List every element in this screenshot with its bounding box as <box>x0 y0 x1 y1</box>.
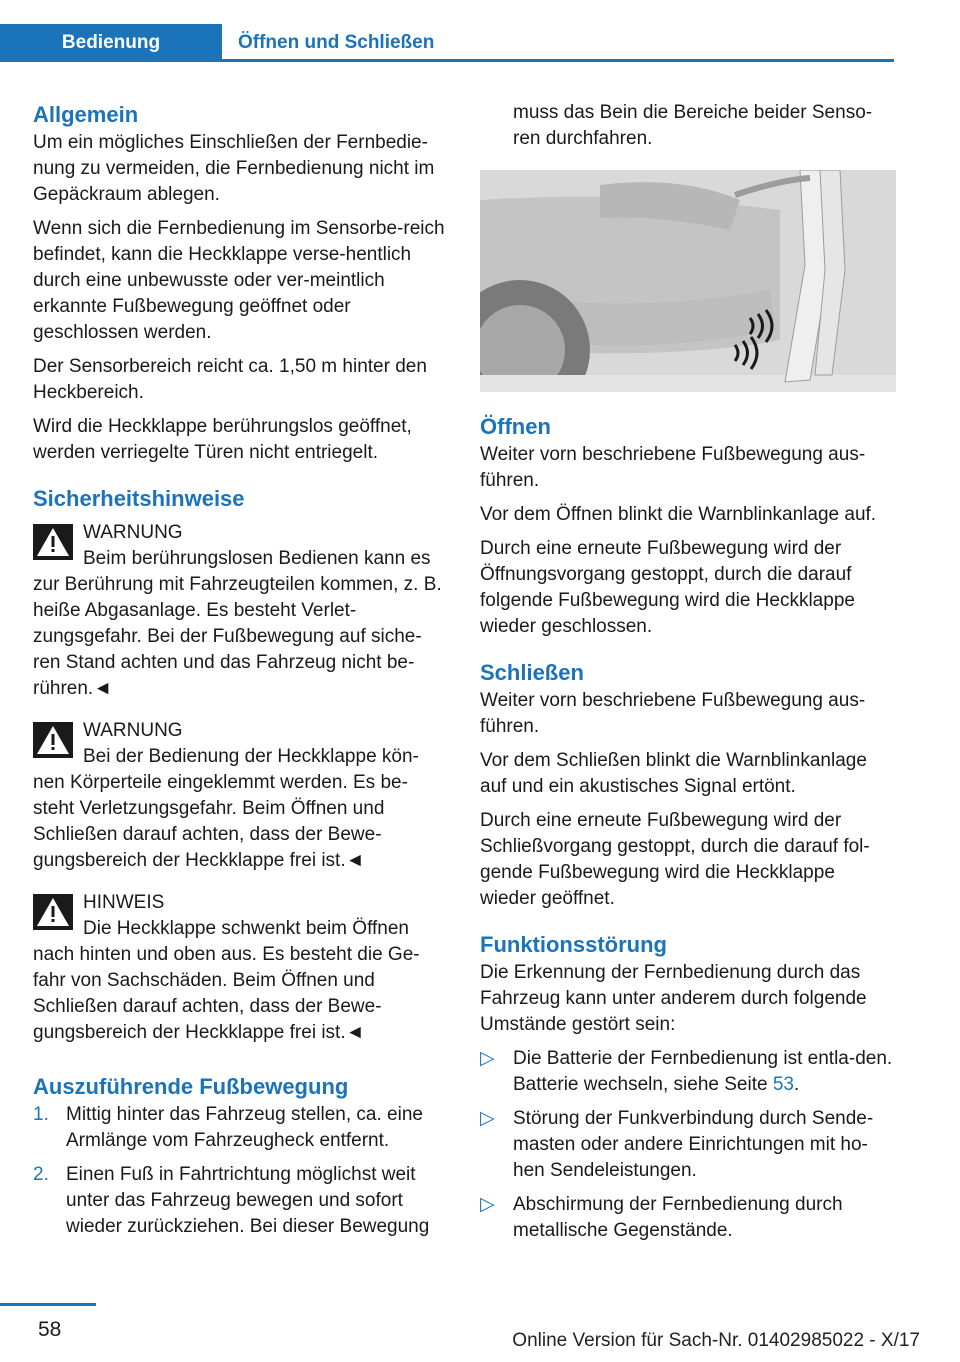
heading-oeffnen: Öffnen <box>480 414 551 439</box>
step-number: 1. <box>33 1104 49 1125</box>
hint-block <box>33 890 449 1046</box>
section-tab: Öffnen und Schließen <box>238 32 435 53</box>
warning-text-start: Bei der Bedienung der Heckklappe kön- <box>83 746 419 767</box>
paragraph: Wenn sich die Fernbedienung im Sensorbe-reich befindet, kann die Heckklappe verse-hentlich durch eine unbewusste oder ver-meintlich erkannte Fußbewegung geöffnet oder geschlossen werden. <box>33 218 445 343</box>
heading-funktionsstoerung: Funktionsstörung <box>480 932 667 957</box>
paragraph: Um ein mögliches Einschließen der Fernbedie-nung zu vermeiden, die Fernbedienung nicht im Gepäckraum ablegen. <box>33 132 435 205</box>
steps-list <box>33 1102 449 1240</box>
warning-text-start: Beim berührungslosen Bedienen kann es <box>83 548 431 569</box>
online-version-note: Online Version für Sach-Nr. 01402985022 - X/17 <box>512 1330 920 1351</box>
warning-label: WARNUNG <box>83 720 183 741</box>
page-reference-link[interactable]: 53 <box>772 1074 794 1095</box>
paragraph: Vor dem Öffnen blinkt die Warnblinkanlage auf. <box>480 504 877 525</box>
chapter-tab: Bedienung <box>0 24 222 62</box>
page-header <box>0 0 894 62</box>
paragraph: Wird die Heckklappe berührungslos geöffnet, werden verriegelte Türen nicht entriegelt. <box>33 416 412 463</box>
paragraph: Die Erkennung der Fernbedienung durch das Fahrzeug kann unter anderem durch folgende Umstände gestört sein: <box>480 962 867 1035</box>
bullet-arrow-icon: ▷ <box>480 1194 495 1215</box>
hint-text-start: Die Heckklappe schwenkt beim Öffnen <box>83 918 409 939</box>
paragraph: Der Sensorbereich reicht ca. 1,50 m hinter den Heckbereich. <box>33 356 427 403</box>
list-item <box>480 1046 896 1098</box>
warning-text: nen Körperteile eingeklemmt werden. Es be-steht Verletzungsgefahr. Beim Öffnen und Schließen darauf achten, dass der Bewe-gungsbereich der Heckklappe frei ist.◄ <box>33 772 408 871</box>
list-item <box>480 1192 896 1244</box>
page-number: 58 <box>38 1318 62 1341</box>
paragraph: Weiter vorn beschriebene Fußbewegung aus-führen. <box>480 690 866 737</box>
left-column <box>33 100 449 1248</box>
list-item <box>480 1106 896 1184</box>
bullet-text: Abschirmung der Fernbedienung durch metallische Gegenstände. <box>513 1194 843 1241</box>
bullet-arrow-icon: ▷ <box>480 1108 495 1129</box>
bullet-end: . <box>793 1074 800 1095</box>
bullet-arrow-icon: ▷ <box>480 1048 495 1069</box>
heading-schliessen: Schließen <box>480 660 584 685</box>
footer-rule <box>0 1303 96 1306</box>
step-text: Einen Fuß in Fahrtrichtung möglichst weit unter das Fahrzeug bewegen und sofort wieder zurückziehen. Bei dieser Bewegung <box>66 1164 430 1237</box>
warning-label: WARNUNG <box>83 522 183 543</box>
heading-allgemein: Allgemein <box>33 102 139 127</box>
hint-text: nach hinten und oben aus. Es besteht die Ge-fahr von Sachschäden. Beim Öffnen und Schließen darauf achten, dass der Bewe-gungsbereich der Heckklappe frei ist.◄ <box>33 944 420 1043</box>
header-rule <box>0 59 894 62</box>
bullet-text: Störung der Funkverbindung durch Sende-masten oder andere Einrichtungen mit ho-hen Sendeleistungen. <box>513 1108 874 1181</box>
warning-block <box>33 520 449 702</box>
right-column <box>480 100 896 1252</box>
paragraph: Weiter vorn beschriebene Fußbewegung aus-führen. <box>480 444 866 491</box>
warning-text: zur Berührung mit Fahrzeugteilen kommen, z. B. heiße Abgasanlage. Es besteht Verlet-zungsgefahr. Bei der Fußbewegung auf siche-ren Stand achten und das Fahrzeug nicht be-rühren.◄ <box>33 574 442 699</box>
list-item <box>33 1102 449 1154</box>
paragraph: Durch eine erneute Fußbewegung wird der Schließvorgang gestoppt, durch die darauf fol-gende Fußbewegung wird die Heckklappe wieder geöffnet. <box>480 810 870 909</box>
warning-triangle-icon <box>33 524 73 560</box>
step-text: Mittig hinter das Fahrzeug stellen, ca. eine Armlänge vom Fahrzeugheck entfernt. <box>66 1104 423 1151</box>
warning-triangle-icon <box>33 722 73 758</box>
tailgate-foot-sensor-illustration <box>480 170 896 392</box>
heading-sicherheitshinweise: Sicherheitshinweise <box>33 486 245 511</box>
hint-triangle-icon <box>33 894 73 930</box>
warning-block <box>33 718 449 874</box>
bullet-text: Die Batterie der Fernbedienung ist entla-den. Batterie wechseln, siehe Seite <box>513 1048 893 1095</box>
step-number: 2. <box>33 1164 49 1185</box>
paragraph: Vor dem Schließen blinkt die Warnblinkanlage auf und ein akustisches Signal ertönt. <box>480 750 867 797</box>
list-item <box>33 1162 449 1240</box>
heading-fussbewegung: Auszuführende Fußbewegung <box>33 1074 349 1099</box>
paragraph: Durch eine erneute Fußbewegung wird der Öffnungsvorgang gestoppt, durch die darauf folgende Fußbewegung wird die Heckklappe wieder geschlossen. <box>480 538 855 637</box>
bullet-list <box>480 1046 896 1244</box>
step-continuation: muss das Bein die Bereiche beider Senso-ren durchfahren. <box>513 102 873 149</box>
hint-label: HINWEIS <box>83 892 165 913</box>
